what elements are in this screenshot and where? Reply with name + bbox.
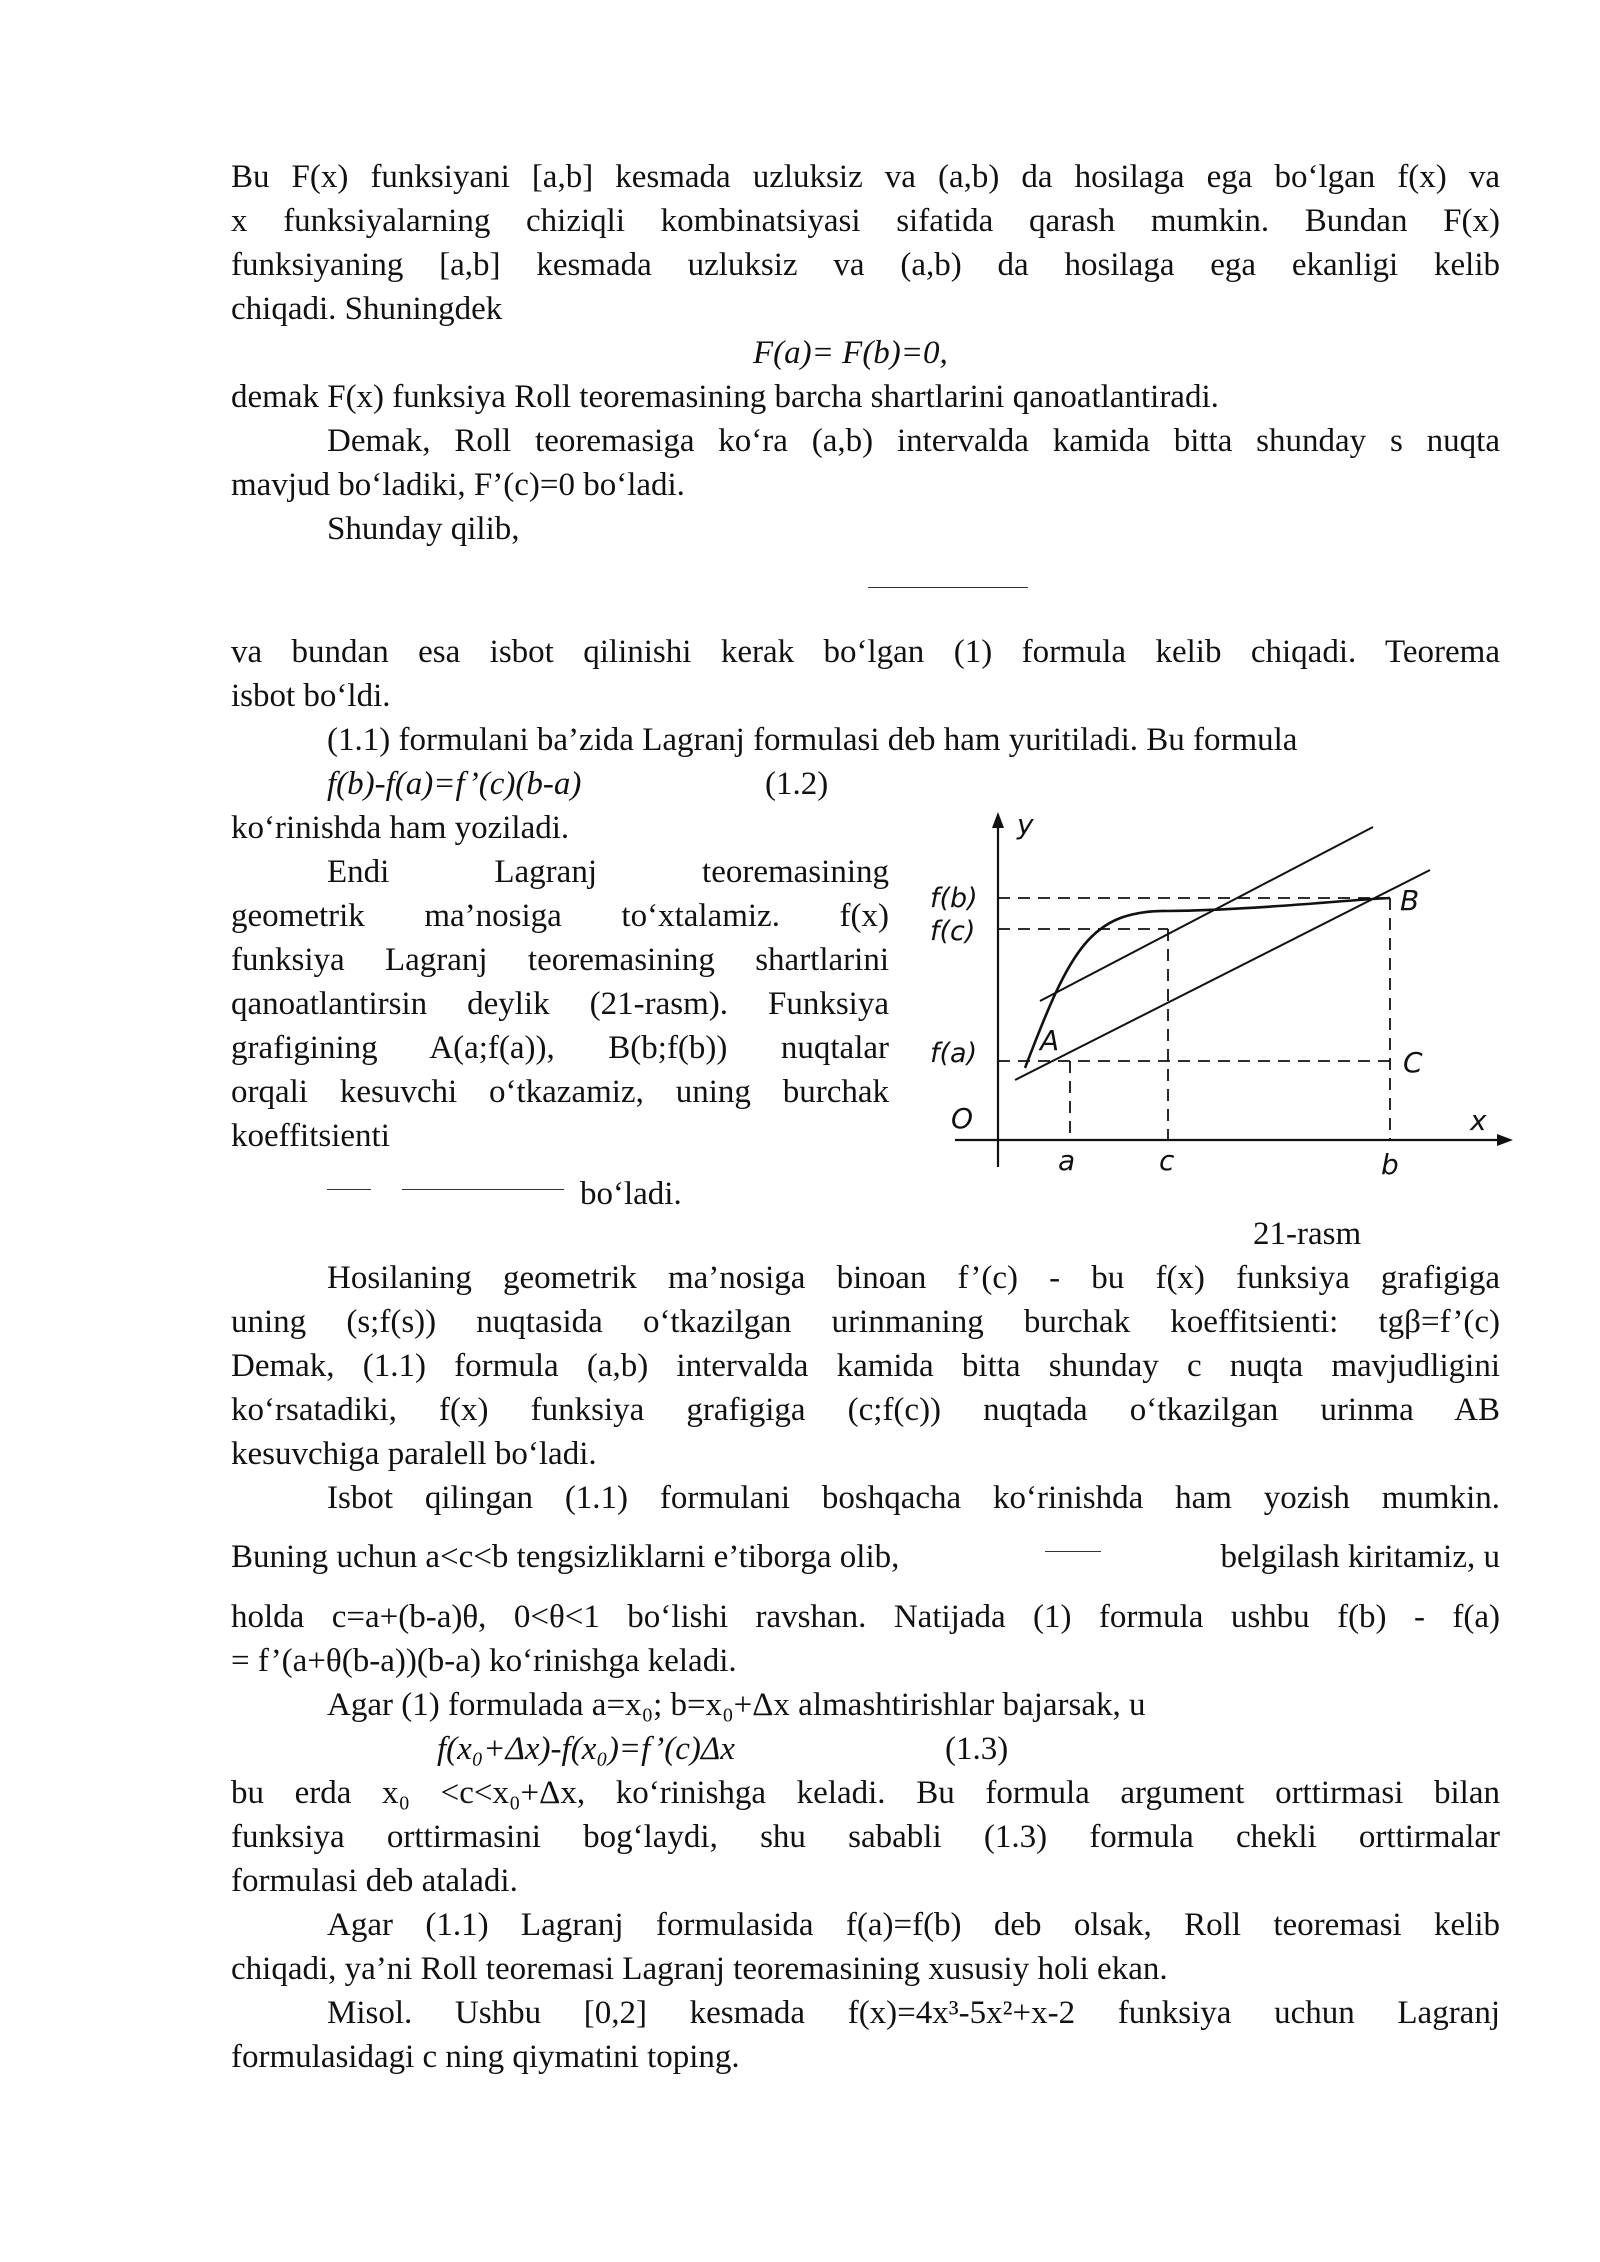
text-line: Agar (1.1) Lagranj formulasida f(a)=f(b) deb olsak, Roll teoremasi kelib xyxy=(327,1907,1500,1943)
formula-number: (1.3) xyxy=(945,1731,1009,1767)
text-line: ko‘rinishda ham yoziladi. xyxy=(231,810,570,846)
text-line: Bu F(x) funksiyani [a,b] kesmada uzluksiz va (a,b) da hosilaga ega bo‘lgan f(x) va xyxy=(231,159,1500,195)
text-line: isbot bo‘ldi. xyxy=(231,678,391,714)
text-line: funksiya orttirmasini bog‘laydi, shu sababli (1.3) formula chekli orttirmalar xyxy=(231,1819,1500,1855)
fraction-bar xyxy=(868,587,1028,588)
text-line: Hosilaning geometrik ma’nosiga binoan f’(c) - bu f(x) funksiya grafigiga xyxy=(327,1260,1500,1296)
formula-1-3: f(x₀+Δx)-f(x₀)=f’(c)Δx xyxy=(437,1731,735,1767)
text-line: holda c=a+(b-a)θ, 0<θ<1 bo‘lishi ravshan. Natijada (1) formula ushbu f(b) - f(a) xyxy=(231,1599,1500,1635)
origin-label: O xyxy=(951,1102,974,1135)
fa-label: f(a) xyxy=(930,1038,978,1069)
text-line: funksiya Lagranj teoremasining shartlarini xyxy=(231,942,889,978)
fraction-bar xyxy=(402,1189,564,1190)
equation-line: F(a)= F(b)=0, xyxy=(753,335,948,371)
text-line: x funksiyalarning chiziqli kombinatsiyasi sifatida qarash mumkin. Bundan F(x) xyxy=(231,203,1500,239)
text-line: = f’(a+θ(b-a))(b-a) ko‘rinishga keladi. xyxy=(231,1643,737,1679)
formula-number: (1.2) xyxy=(765,766,829,802)
text-line: Demak, Roll teoremasiga ko‘ra (a,b) intervalda kamida bitta shunday s nuqta xyxy=(327,423,1500,459)
fb-label: f(b) xyxy=(930,883,978,914)
tangent-line xyxy=(1040,827,1373,1001)
text-line: mavjud bo‘ladiki, F’(c)=0 bo‘ladi. xyxy=(231,467,685,503)
text-line: Isbot qilingan (1.1) formulani boshqacha ko‘rinishda ham yozish mumkin. xyxy=(327,1480,1500,1516)
text-line: Endi Lagranj teoremasining xyxy=(327,854,889,890)
text-line: kesuvchiga paralell bo‘ladi. xyxy=(231,1436,597,1472)
text-line: koeffitsienti xyxy=(231,1118,390,1154)
text-line: geometrik ma’nosiga to‘xtalamiz. f(x) xyxy=(231,898,889,934)
text-line: qanoatlantirsin deylik (21-rasm). Funksiya xyxy=(231,986,889,1022)
text-line: (1.1) formulani ba’zida Lagranj formulasi deb ham yuritiladi. Bu formula xyxy=(327,722,1298,758)
text-line: Agar (1) formulada a=x₀; b=x₀+Δx almashtirishlar bajarsak, u xyxy=(327,1687,1146,1723)
formula-1-2: f(b)-f(a)=f’(c)(b-a) xyxy=(327,766,582,802)
text-line: bu erda x₀ <c<x₀+Δx, ko‘rinishga keladi. Bu formula argument orttirmasi bilan xyxy=(231,1775,1500,1811)
text-line: Demak, (1.1) formula (a,b) intervalda kamida bitta shunday c nuqta mavjudligini xyxy=(231,1348,1500,1384)
tick-a-label: a xyxy=(1058,1144,1076,1177)
text-line: chiqadi. Shuningdek xyxy=(231,291,503,327)
point-b-label: B xyxy=(1400,884,1420,917)
x-axis-label: x xyxy=(1470,1104,1487,1137)
lagrange-figure xyxy=(925,810,1525,1190)
text-line: ko‘rsatadiki, f(x) funksiya grafigiga (c;f(c)) nuqtada o‘tkazilgan urinma AB xyxy=(231,1392,1500,1428)
text-line: chiqadi, ya’ni Roll teoremasi Lagranj teoremasining xususiy holi ekan. xyxy=(231,1951,1168,1987)
tick-b-label: b xyxy=(1381,1148,1399,1181)
text-line: formulasidagi c ning qiymatini toping. xyxy=(231,2039,740,2075)
secant-line xyxy=(1015,870,1430,1080)
text-line: uning (s;f(s)) nuqtasida o‘tkazilgan urinmaning burchak koeffitsienti: tgβ=f’(c) xyxy=(231,1304,1500,1340)
point-a-label: A xyxy=(1040,1024,1060,1057)
text-line: va bundan esa isbot qilinishi kerak bo‘lgan (1) formula kelib chiqadi. Teorema xyxy=(231,634,1500,670)
text-line: Shunday qilib, xyxy=(327,511,520,547)
text-line: belgilash kiritamiz, u xyxy=(1220,1539,1500,1575)
text-line: bo‘ladi. xyxy=(580,1176,682,1212)
tick-c-label: c xyxy=(1159,1144,1175,1177)
y-axis-label: y xyxy=(1017,810,1034,841)
y-axis-arrow xyxy=(992,812,1004,828)
text-line: orqali kesuvchi o‘tkazamiz, uning burchak xyxy=(231,1074,889,1110)
x-axis-arrow xyxy=(1497,1134,1513,1146)
text-line: funksiyaning [a,b] kesmada uzluksiz va (a,b) da hosilaga ega ekanligi kelib xyxy=(231,247,1500,283)
text-line: Misol. Ushbu [0,2] kesmada f(x)=4x³-5x²+x-2 funksiya uchun Lagranj xyxy=(327,1995,1500,2031)
figure-caption: 21-rasm xyxy=(1253,1216,1362,1252)
fraction-bar xyxy=(1045,1551,1101,1552)
point-c-label: C xyxy=(1403,1046,1423,1079)
text-line: demak F(x) funksiya Roll teoremasining barcha shartlarini qanoatlantiradi. xyxy=(231,379,1219,415)
fc-label: f(c) xyxy=(930,916,976,947)
text-line: Buning uchun a<c<b tengsizliklarni e’tiborga olib, xyxy=(231,1539,900,1575)
fraction-bar xyxy=(327,1189,371,1190)
text-line: grafigining A(a;f(a)), B(b;f(b)) nuqtalar xyxy=(231,1030,889,1066)
text-line: formulasi deb ataladi. xyxy=(231,1863,518,1899)
